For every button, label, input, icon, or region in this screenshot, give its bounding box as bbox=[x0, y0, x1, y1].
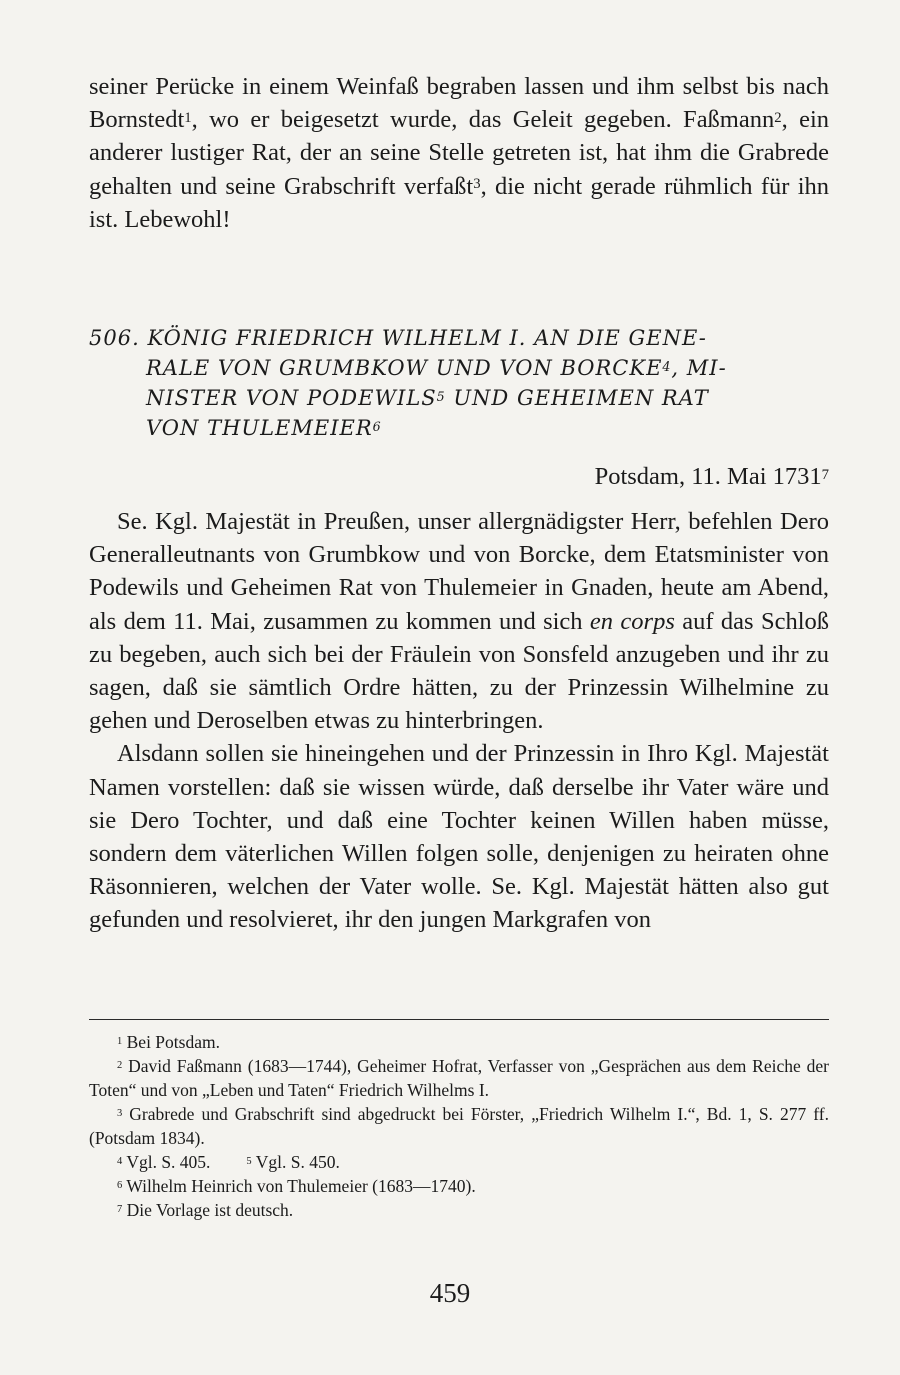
heading-text: , MI- bbox=[671, 356, 727, 380]
footnote-number: 5 bbox=[246, 1156, 252, 1168]
footnote-number: 4 bbox=[117, 1156, 123, 1168]
footnote-number: 6 bbox=[117, 1180, 123, 1192]
footnote-text: Vgl. S. 450. bbox=[255, 1152, 340, 1172]
dateline-text: Potsdam, 11. Mai 1731 bbox=[594, 463, 822, 490]
dateline bbox=[595, 460, 829, 493]
footnote bbox=[89, 1174, 829, 1198]
footnote bbox=[89, 1054, 829, 1102]
letter-heading bbox=[89, 323, 829, 443]
footnote-number: 2 bbox=[117, 1060, 123, 1072]
heading-text: KÖNIG FRIEDRICH WILHELM I. AN DIE GENE- bbox=[147, 326, 707, 350]
footnote-ref: 5 bbox=[436, 388, 446, 404]
paragraph-text: , die nicht gerade rühmlich für ihn ist. Lebewohl! bbox=[89, 172, 830, 233]
heading-text: VON THULEMEIER bbox=[146, 416, 373, 440]
body-paragraph: Alsdann sollen sie hineingehen und der Prinzessin in Ihro Kgl. Majestät Namen vorstellen: daß sie wissen würde, daß derselbe ihr Vater wäre und sie Dero Tochter, und daß eine Tochter keinen Willen haben müsse, sondern dem väterlichen Willen folgen solle, denjenigen zu heiraten ohne Räsonnieren, welchen der Vater wolle. Se. Kgl. Majestät hätten also gut gefunden und resolvieret, ihr den jungen Markgrafen von bbox=[89, 740, 829, 934]
footnote-ref: 4 bbox=[662, 358, 672, 374]
footnote-text: Vgl. S. 405. bbox=[126, 1152, 211, 1172]
heading-line bbox=[89, 413, 829, 443]
italic-phrase: en corps bbox=[589, 607, 675, 635]
heading-text: UND GEHEIMEN RAT bbox=[445, 386, 709, 410]
paragraph-text: auf das Schloß zu begeben, auch sich bei der Fräulein von Sonsfeld anzugeben und ihr zu sagen, daß sie sämtlich Ordre hätten, zu der Prinzessin Wilhelmine zu gehen und Deroselben etwas zu hinterbringen. bbox=[89, 607, 829, 735]
footnote-ref: 3 bbox=[473, 176, 481, 193]
letter-number: 506. bbox=[89, 326, 140, 350]
footnote bbox=[89, 1198, 829, 1222]
footnotes bbox=[89, 1030, 829, 1222]
heading-line bbox=[89, 383, 829, 413]
paragraph-text: Se. Kgl. Majestät in Preußen, unser allergnädigster Herr, befehlen Dero Generalleutnants von Grumbkow und von Borcke, dem Etatsminister von Podewils und Geheimen Rat von Thulemeier in Gnaden, heute am Abend, als dem 11. Mai, zusammen zu kommen und sich bbox=[89, 508, 829, 635]
letter-body bbox=[89, 505, 829, 937]
footnote-text: Grabrede und Grabschrift sind abgedruckt bei Förster, „Friedrich Wilhelm I.“, Bd. 1, S. 277 ff. (Potsdam 1834). bbox=[89, 1104, 829, 1148]
heading-text: RALE VON GRUMBKOW UND VON BORCKE bbox=[146, 356, 663, 380]
paragraph-text: seiner Perücke in einem Weinfaß begraben lassen und ihm selbst bis nach Bornstedt bbox=[89, 73, 829, 134]
footnote bbox=[89, 1102, 829, 1150]
footnote-text: Die Vorlage ist deutsch. bbox=[126, 1200, 294, 1220]
footnote-number: 1 bbox=[117, 1036, 123, 1048]
footnote-ref: 7 bbox=[821, 466, 829, 483]
footnote-ref: 6 bbox=[372, 418, 382, 434]
continued-paragraph bbox=[89, 70, 829, 236]
footnote-pair bbox=[89, 1150, 829, 1174]
heading-line bbox=[89, 323, 829, 353]
footnote-text: David Faßmann (1683—1744), Geheimer Hofrat, Verfasser von „Gesprächen aus dem Reiche der Toten“ und von „Leben und Taten“ Friedrich Wilhelms I. bbox=[89, 1056, 829, 1100]
footnote-number: 7 bbox=[117, 1204, 123, 1216]
footnote-number: 3 bbox=[117, 1108, 123, 1120]
footnote-ref: 2 bbox=[774, 110, 782, 127]
page-number: 459 bbox=[429, 1278, 471, 1308]
footnote bbox=[89, 1030, 829, 1054]
footnote-divider bbox=[89, 1019, 829, 1020]
paragraph-text: , ein anderer lustiger Rat, der an seine Stelle getreten ist, hat ihm die Grabrede gehalten und seine Grabschrift verfaßt bbox=[89, 106, 829, 200]
footnote-text: Wilhelm Heinrich von Thulemeier (1683—1740). bbox=[126, 1176, 476, 1196]
footnote-ref: 1 bbox=[184, 110, 192, 127]
paragraph-text: , wo er beigesetzt wurde, das Geleit gegeben. Faßmann bbox=[191, 106, 775, 134]
heading-text: NISTER VON PODEWILS bbox=[146, 386, 437, 410]
body-paragraph bbox=[89, 505, 829, 737]
heading-line bbox=[89, 353, 829, 383]
footnote-text: Bei Potsdam. bbox=[126, 1032, 220, 1052]
